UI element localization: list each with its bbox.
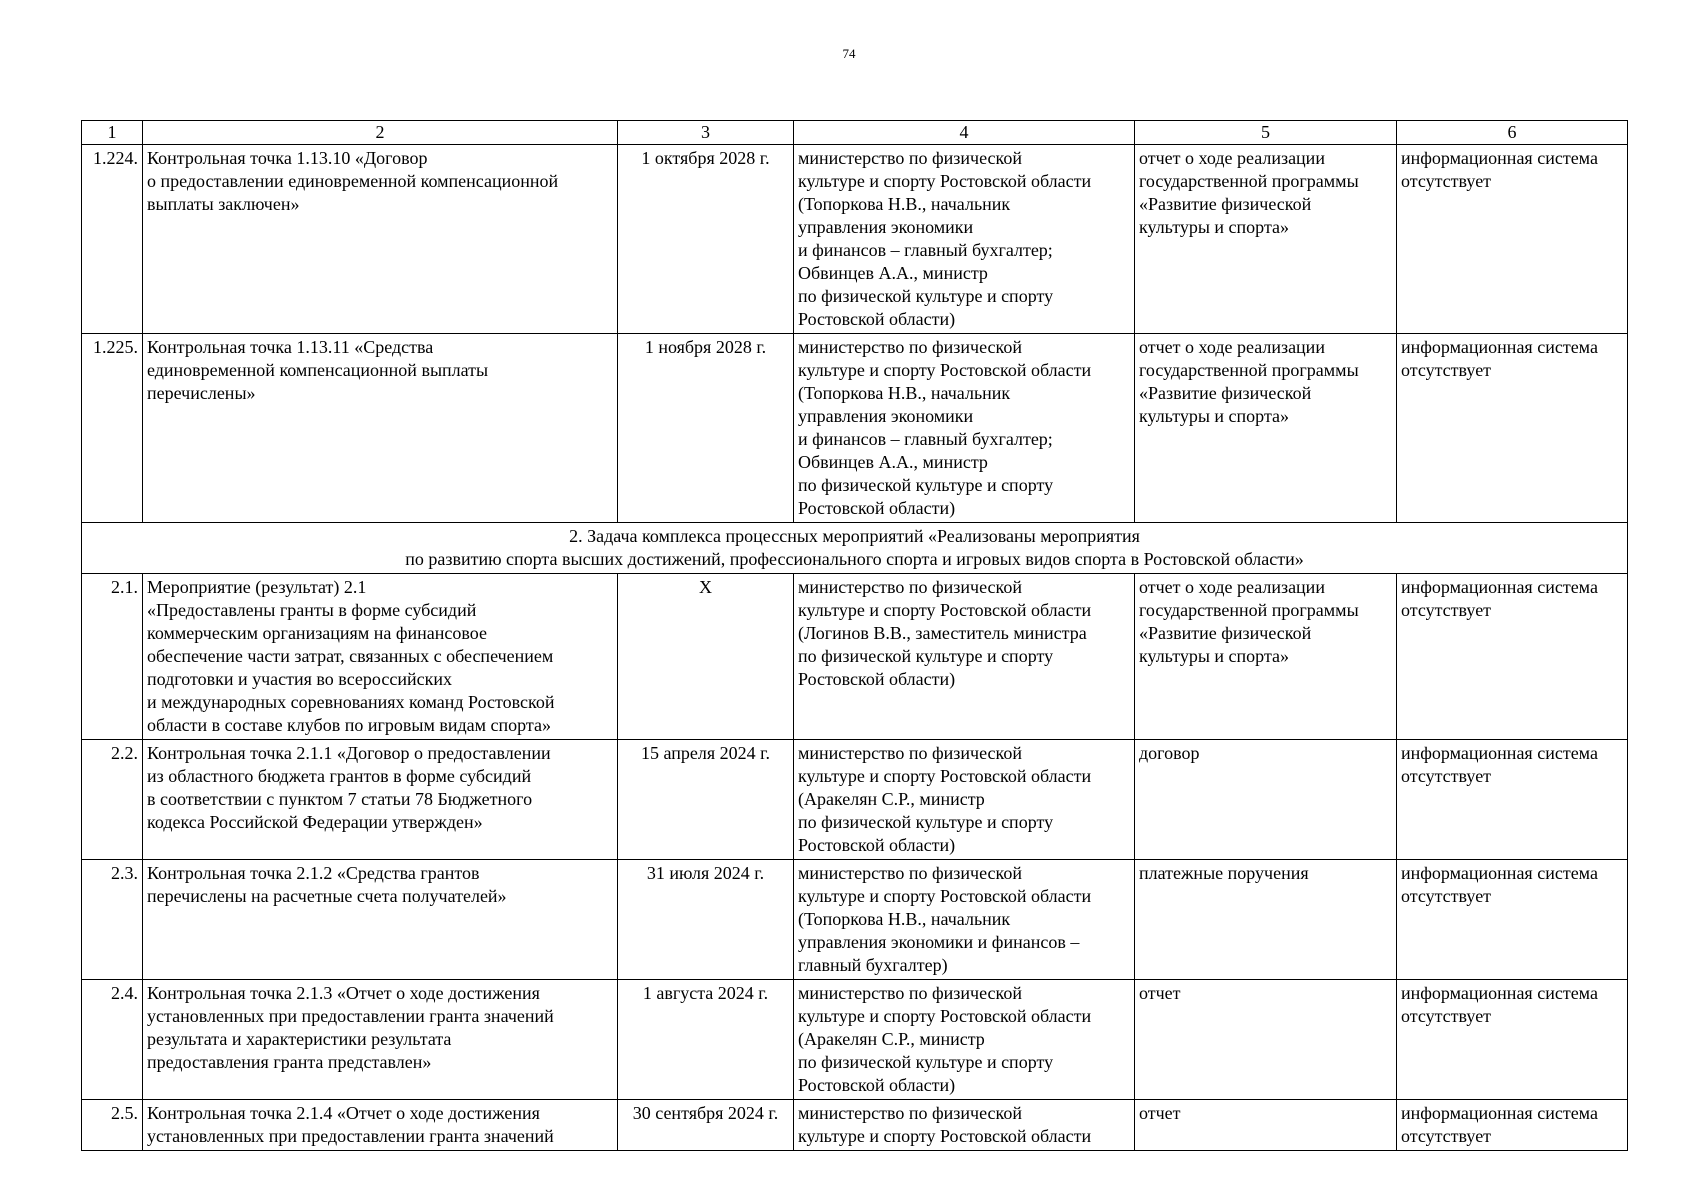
table-row (82, 145, 1628, 334)
column-header: 6 (1397, 121, 1628, 145)
table-row (82, 574, 1628, 740)
row-date: 30 сентября 2024 г. (618, 1100, 794, 1151)
section-title: 2. Задача комплекса процессных мероприятий «Реализованы мероприятия по развитию спорта высших достижений, профессионального спорта и игровых видов спорта в Ростовской области» (82, 523, 1628, 574)
row-date: 1 ноября 2028 г. (618, 334, 794, 523)
row-document: договор (1135, 740, 1397, 860)
row-document: отчет о ходе реализации государственной программы «Развитие физической культуры и спорта» (1135, 574, 1397, 740)
column-header: 2 (143, 121, 618, 145)
section-row (82, 523, 1628, 574)
row-name: Мероприятие (результат) 2.1 «Предоставлены гранты в форме субсидий коммерческим организациям на финансовое обеспечение части затрат, связанных с обеспечением подготовки и участия во всероссийских и международных соревнованиях команд Ростовской области в составе клубов по игровым видам спорта» (143, 574, 618, 740)
table-row (82, 334, 1628, 523)
row-number: 1.224. (82, 145, 143, 334)
table-row (82, 980, 1628, 1100)
row-date: 1 октября 2028 г. (618, 145, 794, 334)
row-responsible: министерство по физической культуре и спорту Ростовской области (Аракелян С.Р., министр по физической культуре и спорту Ростовской области) (794, 980, 1135, 1100)
row-number: 2.1. (82, 574, 143, 740)
row-responsible: министерство по физической культуре и спорту Ростовской области (Топоркова Н.В., начальник управления экономики и финансов – главный бухгалтер; Обвинцев А.А., министр по физической культуре и спорту Ростовской области) (794, 145, 1135, 334)
row-document: отчет о ходе реализации государственной программы «Развитие физической культуры и спорта» (1135, 145, 1397, 334)
table-row (82, 860, 1628, 980)
row-date: 15 апреля 2024 г. (618, 740, 794, 860)
row-name: Контрольная точка 2.1.1 «Договор о предоставлении из областного бюджета грантов в форме субсидий в соответствии с пунктом 7 статьи 78 Бюджетного кодекса Российской Федерации утвержден» (143, 740, 618, 860)
row-document: отчет (1135, 1100, 1397, 1151)
row-system: информационная система отсутствует (1397, 334, 1628, 523)
row-number: 2.4. (82, 980, 143, 1100)
row-date: Х (618, 574, 794, 740)
page-number: 74 (842, 46, 856, 61)
row-system: информационная система отсутствует (1397, 574, 1628, 740)
column-header: 4 (794, 121, 1135, 145)
column-header: 3 (618, 121, 794, 145)
table-row (82, 1100, 1628, 1151)
row-responsible: министерство по физической культуре и спорту Ростовской области (Логинов В.В., заместитель министра по физической культуре и спорту Ростовской области) (794, 574, 1135, 740)
table-row (82, 740, 1628, 860)
column-header: 1 (82, 121, 143, 145)
row-document: отчет (1135, 980, 1397, 1100)
row-number: 2.5. (82, 1100, 143, 1151)
column-header: 5 (1135, 121, 1397, 145)
row-name: Контрольная точка 1.13.11 «Средства единовременной компенсационной выплаты перечислены» (143, 334, 618, 523)
row-number: 2.2. (82, 740, 143, 860)
row-system: информационная система отсутствует (1397, 980, 1628, 1100)
row-name: Контрольная точка 1.13.10 «Договор о предоставлении единовременной компенсационной выплаты заключен» (143, 145, 618, 334)
row-system: информационная система отсутствует (1397, 1100, 1628, 1151)
row-number: 1.225. (82, 334, 143, 523)
row-name: Контрольная точка 2.1.3 «Отчет о ходе достижения установленных при предоставлении гранта значений результата и характеристики результата предоставления гранта представлен» (143, 980, 618, 1100)
row-responsible: министерство по физической культуре и спорту Ростовской области (794, 1100, 1135, 1151)
row-responsible: министерство по физической культуре и спорту Ростовской области (Топоркова Н.В., начальник управления экономики и финансов – главный бухгалтер; Обвинцев А.А., министр по физической культуре и спорту Ростовской области) (794, 334, 1135, 523)
row-responsible: министерство по физической культуре и спорту Ростовской области (Аракелян С.Р., министр по физической культуре и спорту Ростовской области) (794, 740, 1135, 860)
row-date: 1 августа 2024 г. (618, 980, 794, 1100)
row-system: информационная система отсутствует (1397, 740, 1628, 860)
column-number-row (82, 121, 1628, 145)
row-number: 2.3. (82, 860, 143, 980)
row-name: Контрольная точка 2.1.2 «Средства грантов перечислены на расчетные счета получателей» (143, 860, 618, 980)
row-responsible: министерство по физической культуре и спорту Ростовской области (Топоркова Н.В., начальник управления экономики и финансов – главный бухгалтер) (794, 860, 1135, 980)
row-document: отчет о ходе реализации государственной программы «Развитие физической культуры и спорта» (1135, 334, 1397, 523)
row-document: платежные поручения (1135, 860, 1397, 980)
row-date: 31 июля 2024 г. (618, 860, 794, 980)
control-points-table (81, 120, 1628, 1151)
row-system: информационная система отсутствует (1397, 860, 1628, 980)
row-name: Контрольная точка 2.1.4 «Отчет о ходе достижения установленных при предоставлении гранта значений (143, 1100, 618, 1151)
row-system: информационная система отсутствует (1397, 145, 1628, 334)
